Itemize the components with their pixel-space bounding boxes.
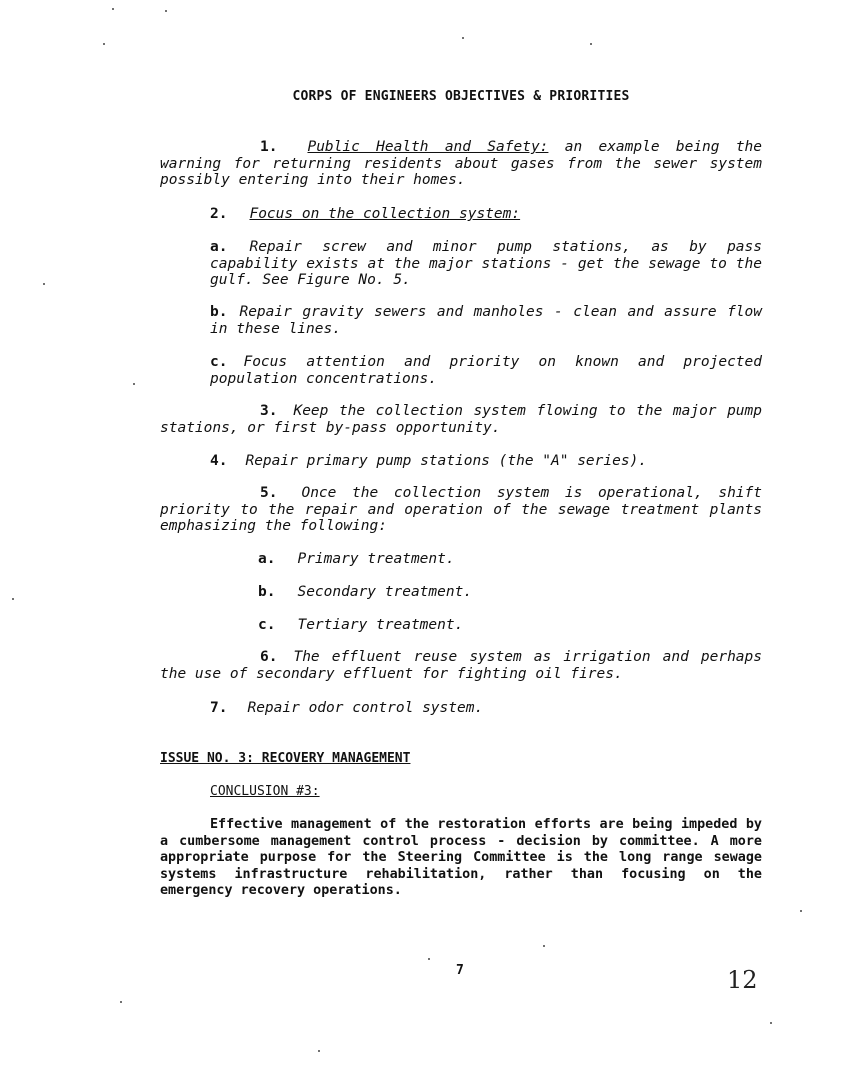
item-3-text: Keep the collection system flowing to the major pump stations, or first by-pass opportunity. [160, 403, 762, 436]
item-4 [210, 453, 762, 470]
item-5c-label: c. [258, 617, 276, 633]
page-title: CORPS OF ENGINEERS OBJECTIVES & PRIORITIES [292, 89, 630, 104]
item-1-text: an example being the warning for returning residents about gases from the sewer system possibly entering into their homes. [160, 139, 763, 188]
scan-speck [120, 1001, 122, 1003]
item-6 [160, 649, 762, 682]
item-5c-text: Tertiary treatment. [297, 617, 464, 633]
item-2-number: 2. [210, 206, 228, 222]
conclusion-heading: CONCLUSION #3: [210, 784, 320, 799]
item-5a [258, 551, 758, 568]
item-6-text: The effluent reuse system as irrigation and perhaps the use of secondary effluent for fighting oil fires. [160, 649, 762, 682]
scan-speck [165, 10, 167, 12]
scan-speck [318, 1050, 320, 1052]
scan-speck [103, 43, 105, 45]
item-2c [210, 354, 762, 387]
item-5-number: 5. [260, 485, 278, 501]
item-5 [160, 485, 762, 535]
item-7-number: 7. [210, 700, 228, 716]
page-number: 7 [456, 963, 464, 978]
item-5b [258, 584, 758, 601]
item-3-number: 3. [260, 403, 278, 419]
item-5b-text: Secondary treatment. [297, 584, 473, 600]
scan-speck [800, 910, 802, 912]
scan-speck [428, 958, 430, 960]
item-1-number: 1. [260, 139, 278, 155]
scan-speck [770, 1022, 772, 1024]
item-5a-label: a. [258, 551, 276, 567]
scan-speck [133, 383, 135, 385]
item-2b-text: Repair gravity sewers and manholes - clean and assure flow in these lines. [210, 304, 762, 337]
item-2a-text: Repair screw and minor pump stations, as by pass capability exists at the major stations - get the sewage to the gulf. See Figure No. 5. [210, 239, 762, 288]
item-4-text: Repair primary pump stations (the "A" series). [245, 453, 648, 469]
item-2c-text: Focus attention and priority on known and projected population concentrations. [210, 354, 762, 387]
item-2 [210, 206, 762, 223]
scan-speck [462, 37, 464, 39]
scan-speck [12, 598, 14, 600]
scan-speck [43, 283, 45, 285]
issue-heading: ISSUE NO. 3: RECOVERY MANAGEMENT [160, 751, 411, 766]
scan-speck [112, 8, 114, 10]
item-2b-label: b. [210, 304, 228, 320]
item-3 [160, 403, 762, 436]
item-2c-label: c. [210, 354, 228, 370]
item-1-heading: Public Health and Safety: [307, 139, 549, 155]
item-4-number: 4. [210, 453, 228, 469]
conclusion-text: Effective management of the restoration efforts are being impeded by a cumbersome management control process - decision by committee. A more appropriate purpose for the Steering Committee is the long range sewage systems infrastructure rehabilitation, rather than focusing on the emergency recovery operations. [160, 817, 762, 898]
item-6-number: 6. [260, 649, 278, 665]
item-1 [160, 139, 762, 189]
item-5b-label: b. [258, 584, 276, 600]
item-5c [258, 617, 758, 634]
item-5-text: Once the collection system is operational, shift priority to the repair and operation of the sewage treatment plants emphasizing the following: [160, 485, 762, 534]
item-7-text: Repair odor control system. [247, 700, 484, 716]
item-2a-label: a. [210, 239, 228, 255]
scan-speck [590, 43, 592, 45]
item-2b [210, 304, 762, 337]
item-5a-text: Primary treatment. [297, 551, 455, 567]
item-7 [210, 700, 762, 717]
stamp-number: 12 [727, 966, 758, 994]
item-2-heading: Focus on the collection system: [249, 206, 521, 222]
scan-speck [543, 945, 545, 947]
item-2a [210, 239, 762, 289]
